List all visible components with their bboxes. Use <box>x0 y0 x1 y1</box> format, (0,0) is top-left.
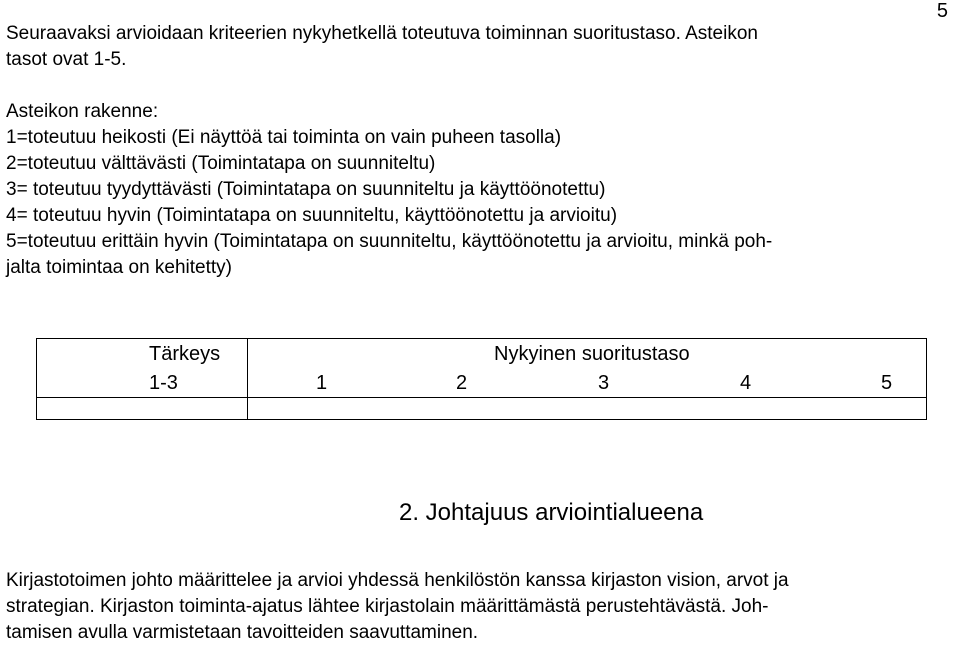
body-line: strategian. Kirjaston toiminta-ajatus lähtee kirjastolain määrittämästä perustehtävästä. Joh- <box>6 596 769 617</box>
intro-paragraph <box>6 21 758 73</box>
intro-line: tasot ovat 1-5. <box>6 49 127 70</box>
rating-table <box>36 338 927 420</box>
body-line: Kirjastotoimen johto määrittelee ja arvioi yhdessä henkilöstön kanssa kirjaston vision, arvot ja <box>6 570 789 591</box>
table-column-divider <box>247 339 248 419</box>
level-3: 3 <box>598 372 610 394</box>
body-line: tamisen avulla varmistetaan tavoitteiden saavuttaminen. <box>6 622 479 643</box>
scale-item: jalta toimintaa on kehitetty) <box>6 257 233 278</box>
scale-item: 3= toteutuu tyydyttävästi (Toimintatapa on suunniteltu ja käyttöönotettu) <box>6 179 606 200</box>
current-level-header: Nykyinen suoritustaso <box>494 343 690 365</box>
level-1: 1 <box>316 372 328 394</box>
level-2: 2 <box>456 372 468 394</box>
intro-line: Seuraavaksi arvioidaan kriteerien nykyhetkellä toteutuva toiminnan suoritustaso. Asteikon <box>6 23 758 44</box>
table-row-divider <box>37 397 926 398</box>
scale-title: Asteikon rakenne: <box>6 101 159 122</box>
body-paragraph <box>6 568 789 646</box>
level-4: 4 <box>740 372 752 394</box>
scale-item: 1=toteutuu heikosti (Ei näyttöä tai toiminta on vain puheen tasolla) <box>6 127 562 148</box>
level-5: 5 <box>881 372 893 394</box>
scale-item: 5=toteutuu erittäin hyvin (Toimintatapa on suunniteltu, käyttöönotettu ja arvioitu, minkä poh- <box>6 231 773 252</box>
page-number: 5 <box>936 0 948 22</box>
importance-header: Tärkeys <box>149 343 221 365</box>
scale-description <box>6 99 772 281</box>
section-heading: 2. Johtajuus arviointialueena <box>399 499 704 526</box>
scale-item: 2=toteutuu välttävästi (Toimintatapa on suunniteltu) <box>6 153 436 174</box>
importance-range: 1-3 <box>149 372 178 394</box>
scale-item: 4= toteutuu hyvin (Toimintatapa on suunniteltu, käyttöönotettu ja arvioitu) <box>6 205 618 226</box>
